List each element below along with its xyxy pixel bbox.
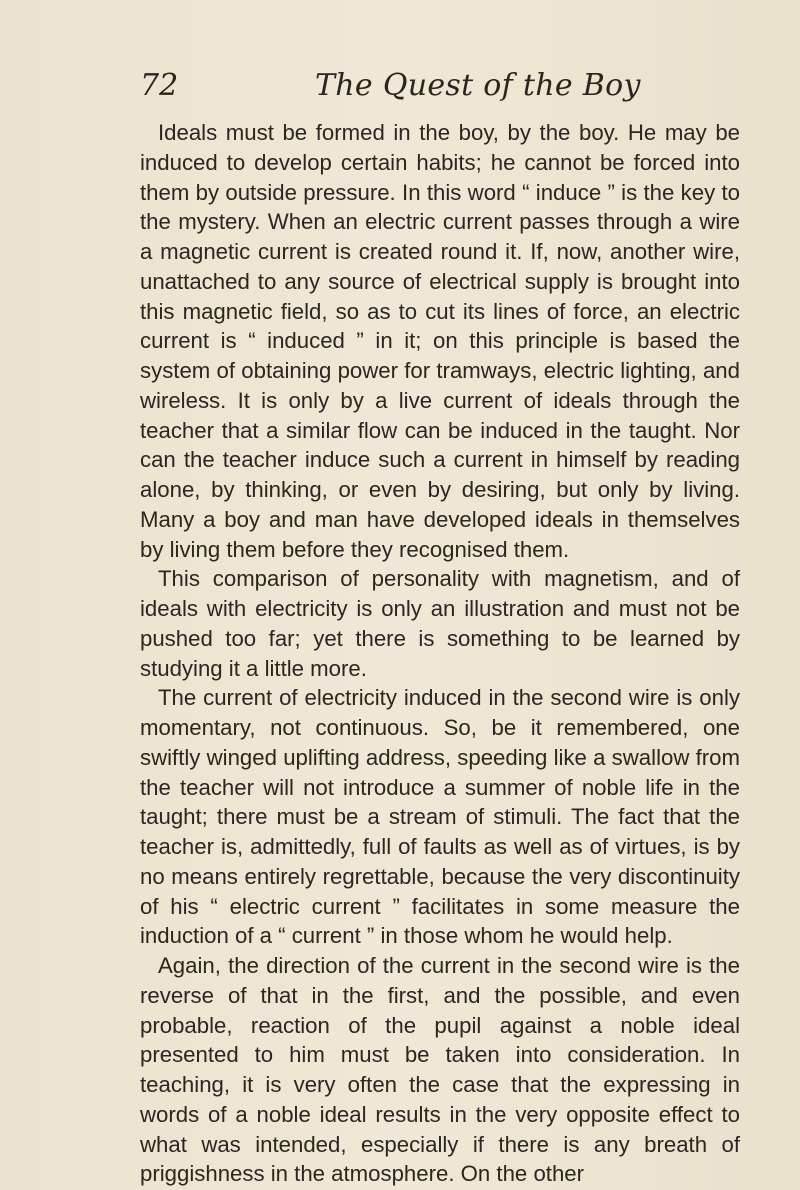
paragraph-4: Again, the direction of the current in the second wire is the reverse of that in the first, and the possible, and even probable, reaction of the pupil against a noble ideal presented to him must be taken into consideration. In teaching, it is very often the case that the expressing in words of a noble ideal results in the very opposite effect to what was intended, especially if there is any breath of priggishness in the atmosphere. On the other [140,953,740,1187]
paragraph-2: This comparison of personality with magnetism, and of ideals with electricity is only an illustration and must not be pushed too far; yet there is something to be learned by studying it a little more. [140,566,740,681]
page-number: 72 [140,68,179,103]
page-header [140,68,740,108]
paragraph-1: Ideals must be formed in the boy, by the boy. He may be induced to develop certain habits; he cannot be forced into them by outside pressure. In this word “ induce ” is the key to the mystery. When an electric current passes through a wire a magnetic current is created round it. If, now, another wire, unattached to any source of electrical supply is brought into this magnetic field, so as to cut its lines of force, an electric current is “ induced ” in it; on this principle is based the system of obtaining power for tramways, electric lighting, and wireless. It is only by a live current of ideals through the teacher that a similar flow can be induced in the taught. Nor can the teacher induce such a current in himself by reading alone, by thinking, or even by desiring, but only by living. Many a boy and man have developed ideals in themselves by living them before they recognised them. [140,120,740,562]
paragraph-3: The current of electricity induced in the second wire is only momentary, not continuous. So, be it remembered, one swiftly winged uplifting address, speeding like a swallow from the teacher will not introduce a summer of noble life in the taught; there must be a stream of stimuli. The fact that the teacher is, admittedly, full of faults as well as of virtues, is by no means entirely regrettable, because the very discontinuity of his “ electric current ” facilitates in some measure the induction of a “ current ” in those whom he would help. [140,685,740,949]
body-text [140,118,740,1189]
running-title: The Quest of the Boy [315,68,641,103]
